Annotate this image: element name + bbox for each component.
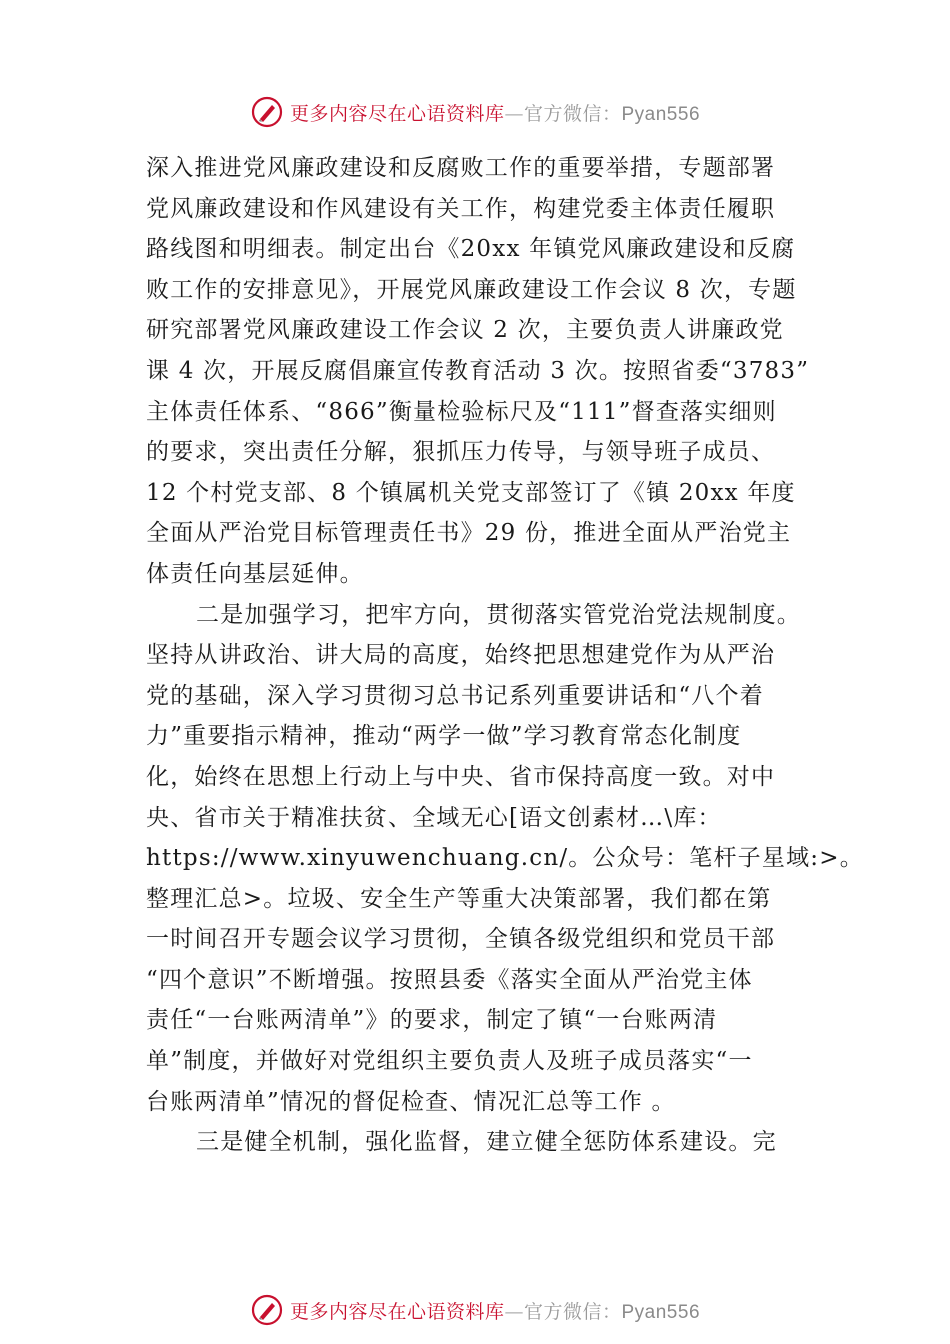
watermark-wechat-id: Pyan556 bbox=[621, 103, 701, 125]
watermark-label: 官方微信： bbox=[523, 102, 622, 125]
footer-watermark bbox=[0, 1290, 950, 1330]
paragraph-start-line: 二是加强学习，把牢方向，贯彻落实管党治党法规制度。 bbox=[196, 601, 801, 628]
text-line: 研究部署党风廉政建设工作会议 2 次，主要负责人讲廉政党 bbox=[146, 317, 784, 344]
document-body bbox=[146, 148, 864, 1163]
text-line: 台账两清单”情况的督促检查、情况汇总等工作 。 bbox=[146, 1088, 676, 1115]
text-line: 深入推进党风廉政建设和反腐败工作的重要举措，专题部署 bbox=[146, 155, 776, 181]
header-watermark bbox=[0, 92, 950, 132]
text-line: “四个意识”不断增强。按照县委《落实全面从严治党主体 bbox=[146, 966, 753, 993]
text-line: 力”重要指示精神，推动“两学一做”学习教育常态化制度 bbox=[146, 723, 742, 750]
watermark-separator: — bbox=[504, 102, 524, 125]
text-line: 坚持从讲政治、讲大局的高度，始终把思想建党作为从严治 bbox=[146, 642, 776, 669]
text-line: 败工作的安排意见》，开展党风廉政建设工作会议 8 次，专题 bbox=[146, 276, 797, 303]
text-line: 央、省市关于精准扶贫、全域无心[语文创素材…\库： bbox=[146, 804, 722, 831]
text-line: 体责任向基层延伸。 bbox=[146, 560, 364, 587]
text-line: 路线图和明细表。制定出台《20xx 年镇党风廉政建设和反腐 bbox=[146, 236, 796, 263]
text-line: 的要求，突出责任分解，狠抓压力传导，与领导班子成员、 bbox=[146, 439, 776, 466]
text-line: 党风廉政建设和作风建设有关工作，构建党委主体责任履职 bbox=[146, 195, 776, 222]
text-line: 化，始终在思想上行动上与中央、省市保持高度一致。对中 bbox=[146, 763, 776, 790]
paragraph-start-line: 三是健全机制，强化监督，建立健全惩防体系建设。完 bbox=[196, 1129, 777, 1156]
watermark-wechat-id: Pyan556 bbox=[621, 1301, 701, 1323]
text-line: 单”制度，并做好对党组织主要负责人及班子成员落实“一 bbox=[146, 1048, 753, 1075]
brand-logo-icon bbox=[250, 95, 284, 129]
text-line: 全面从严治党目标管理责任书》29 份，推进全面从严治党主 bbox=[146, 520, 792, 547]
text-line: 党的基础，深入学习贯彻习总书记系列重要讲话和“八个着 bbox=[146, 682, 764, 709]
text-line: 课 4 次，开展反腐倡廉宣传教育活动 3 次。按照省委“3783” bbox=[146, 357, 810, 384]
text-line: 主体责任体系、“866”衡量检验标尺及“111”督查落实细则 bbox=[146, 398, 777, 425]
text-line: 责任“一台账两清单”》的要求，制定了镇“一台账两清 bbox=[146, 1007, 718, 1034]
watermark-label: 官方微信： bbox=[523, 1300, 622, 1323]
watermark-text bbox=[290, 99, 700, 126]
text-line: 一时间召开专题会议学习贯彻，全镇各级党组织和党员干部 bbox=[146, 926, 776, 953]
brand-logo-icon bbox=[250, 1293, 284, 1327]
text-line: 整理汇总>。垃圾、安全生产等重大决策部署，我们都在第 bbox=[146, 885, 772, 912]
watermark-text bbox=[290, 1297, 700, 1324]
watermark-brand: 更多内容尽在心语资料库 bbox=[289, 102, 505, 125]
text-line: 12 个村党支部、8 个镇属机关党支部签订了《镇 20xx 年度 bbox=[146, 479, 796, 506]
watermark-brand: 更多内容尽在心语资料库 bbox=[289, 1300, 505, 1323]
text-line: https://www.xinyuwenchuang.cn/。公众号：笔杆子星域:>。 bbox=[146, 845, 864, 872]
watermark-separator: — bbox=[504, 1300, 524, 1323]
